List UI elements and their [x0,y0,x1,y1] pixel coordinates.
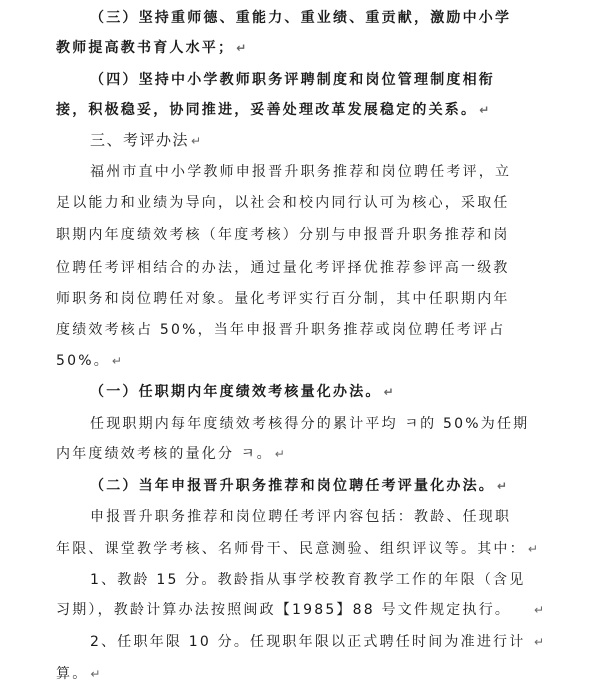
line-text: 接，积极稳妥，协同推进，妥善处理改革发展稳定的关系。 [56,102,478,118]
paragraph-line [56,601,513,619]
line-text: 50%。 [56,353,110,369]
paragraph-mark: ↵ [527,542,538,556]
paragraph-line [90,508,513,526]
paragraph-line [90,571,527,589]
section-heading [90,131,201,150]
subsection-heading [90,383,394,401]
paragraph-line [56,352,122,370]
paragraph-mark: ↵ [383,385,394,399]
line-text: （二）当年申报晋升职务推荐和岗位聘任考评量化办法。 [90,478,495,494]
line-text: 师职务和岗位聘任对象。量化考评实行百分制，其中任职期内年 [56,291,510,307]
paragraph-line [90,415,531,433]
line-text: 三、考评办法 [90,131,190,149]
paragraph-line [90,71,497,89]
paragraph-line [56,101,489,119]
paragraph-line [56,290,512,308]
line-text: （四）坚持中小学教师职务评聘制度和岗位管理制度相衔 [90,72,495,88]
paragraph-mark: ↵ [534,603,545,617]
paragraph-mark: ↵ [274,447,285,461]
paragraph-line [56,39,246,57]
paragraph-line [56,540,538,558]
line-text: 职期内年度绩效考核（年度考核）分别与申报晋升职务推荐和岗 [56,227,510,243]
line-text: （一）任职期内年度绩效考核量化办法。 [90,384,382,400]
line-text: 位聘任考评相结合的办法，通过量化考评择优推荐参评高一级教 [56,260,510,276]
line-text: 申报晋升职务推荐和岗位聘任考评内容包括：教龄、任现职 [90,509,512,525]
line-text: 足以能力和业绩为导向，以社会和校内同行认可为核心，采取任 [56,195,510,211]
line-text: 任现职期内每年度绩效考核得分的累计平均 ㅋ的 50%为任期 [90,416,530,432]
paragraph-line [90,633,527,651]
paragraph-line [56,226,512,244]
paragraph-mark: ↵ [90,667,101,681]
paragraph-mark: ↵ [236,41,247,55]
paragraph-line [56,665,100,683]
subsection-heading [90,477,507,495]
paragraph-line [56,445,285,463]
paragraph-mark: ↵ [534,635,545,649]
line-text: 福州市直中小学教师申报晋升职务推荐和岗位聘任考评，立 [90,164,512,180]
line-text: 2、任职年限 10 分。任现职年限以正式聘任时间为准进行计 [90,634,526,650]
line-text: 算。 [56,666,89,682]
paragraph-line [90,163,513,181]
paragraph-line [56,259,512,277]
line-text: 习期），教龄计算办法按照闽政【1985】88 号文件规定执行。 [56,602,512,618]
paragraph-mark: ↵ [497,479,508,493]
paragraph-mark: ↵ [191,134,202,148]
line-text: 度绩效考核占 50%，当年申报晋升职务推荐或岗位聘任考评占 [56,322,506,338]
paragraph-mark: ↵ [111,354,122,368]
paragraph-line [56,194,512,212]
paragraph-mark: ↵ [479,103,490,117]
paragraph-line [90,9,513,27]
line-text: 年限、课堂教学考核、名师骨干、民意测验、组织评议等。其中： [56,541,526,557]
line-text: 1、教龄 15 分。教龄指从事学校教育教学工作的年限（含见 [90,572,526,588]
line-text: 教师提高教书育人水平； [56,40,235,56]
paragraph-line [56,321,507,339]
line-text: 内年度绩效考核的量化分 ㅋ。 [56,446,273,462]
line-text: （三）坚持重师德、重能力、重业绩、重贡献，激励中小学 [90,10,512,26]
